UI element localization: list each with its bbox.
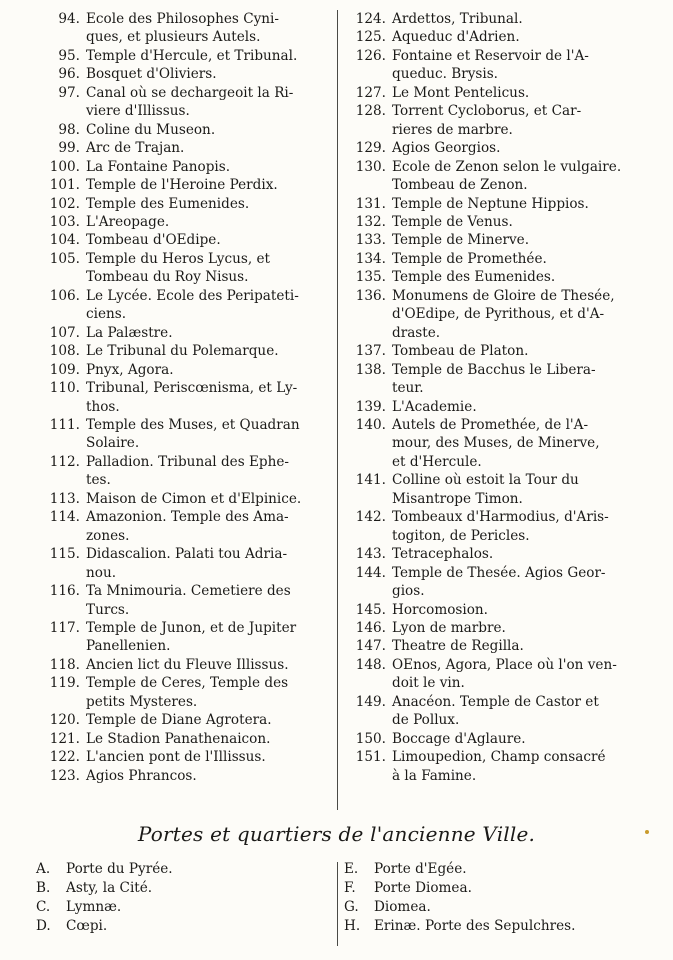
entry-number: 139. (355, 398, 386, 415)
legend-entry (36, 158, 336, 176)
entry-number: 148. (355, 656, 386, 673)
entry-text (392, 47, 642, 84)
entry-line: Pnyx, Agora. (86, 361, 174, 378)
gate-letter: A. (36, 861, 51, 877)
entry-continuation: nou. (86, 564, 117, 581)
entry-text (86, 84, 336, 121)
entry-text (86, 545, 336, 582)
entry-number: 99. (58, 140, 80, 157)
legend-entry (36, 342, 336, 360)
entry-text (86, 47, 336, 65)
entry-number: 98. (58, 121, 80, 138)
entry-text (86, 508, 336, 545)
gates-divider (337, 862, 338, 946)
entry-line: Aqueduc d'Adrien. (392, 29, 520, 46)
entry-line: Torrent Cycloborus, et Car- (392, 103, 582, 120)
entry-number: 123. (49, 767, 80, 784)
legend-entry (36, 121, 336, 139)
entry-text (392, 545, 642, 563)
gate-entry (36, 917, 326, 936)
entry-text (86, 619, 336, 656)
legend-entry (36, 195, 336, 213)
entry-line: Theatre de Regilla. (392, 638, 524, 655)
entry-number: 122. (49, 749, 80, 766)
entry-number: 109. (49, 361, 80, 378)
entry-continuation: thos. (86, 398, 120, 415)
legend-entry (36, 47, 336, 65)
entry-text (86, 582, 336, 619)
entry-continuation: zones. (86, 527, 130, 544)
legend-entry (342, 564, 642, 601)
column-divider (337, 10, 338, 810)
entry-number: 126. (355, 47, 386, 64)
legend-entry (36, 656, 336, 674)
gate-text: Erinæ. Porte des Sepulchres. (374, 918, 576, 934)
entry-number: 145. (355, 601, 386, 618)
entries-right-column (342, 10, 642, 785)
entry-continuation: Misantrope Timon. (392, 490, 523, 507)
entry-text (392, 564, 642, 601)
gate-entry (36, 879, 326, 898)
entry-number: 108. (49, 343, 80, 360)
legend-entry (36, 674, 336, 711)
entry-number: 111. (49, 416, 80, 433)
entry-number: 147. (355, 638, 386, 655)
entry-number: 112. (49, 453, 80, 470)
entry-line: Temple d'Hercule, et Tribunal. (86, 47, 298, 64)
entry-line: Temple de Thesée. Agios Geor- (392, 564, 606, 581)
entry-text (392, 287, 642, 342)
entry-number: 143. (355, 546, 386, 563)
entry-number: 107. (49, 324, 80, 341)
entry-number: 144. (355, 564, 386, 581)
entry-number: 97. (58, 84, 80, 101)
legend-entry (342, 416, 642, 471)
legend-entry (342, 213, 642, 231)
legend-entry (342, 10, 642, 28)
entry-line: Ecole des Philosophes Cyni- (86, 11, 279, 27)
entry-continuation: doit le vin. (392, 675, 465, 692)
legend-entry (36, 748, 336, 766)
entry-text (392, 231, 642, 249)
legend-entry (342, 102, 642, 139)
entry-text (86, 250, 336, 287)
gate-letter: B. (36, 880, 51, 896)
entry-text (86, 656, 336, 674)
legend-entry (342, 656, 642, 693)
entry-continuation: gios. (392, 583, 425, 600)
legend-entry (342, 231, 642, 249)
entry-text (86, 213, 336, 231)
entry-continuation: tes. (86, 472, 111, 489)
legend-entry (342, 545, 642, 563)
entry-text (86, 139, 336, 157)
entry-text (86, 490, 336, 508)
legend-entry (36, 231, 336, 249)
entry-number: 101. (49, 177, 80, 194)
legend-entry (342, 398, 642, 416)
entry-text (86, 453, 336, 490)
legend-entry (342, 342, 642, 360)
legend-entry (36, 361, 336, 379)
entry-number: 102. (49, 195, 80, 212)
entry-text (392, 601, 642, 619)
entry-continuation: Panellenien. (86, 638, 171, 655)
entry-continuation: ques, et plusieurs Autels. (86, 29, 261, 46)
entry-number: 127. (355, 84, 386, 101)
entry-text (392, 508, 642, 545)
entry-line: Boccage d'Aglaure. (392, 730, 526, 747)
entry-text (86, 10, 336, 47)
entry-line: Temple des Muses, et Quadran (86, 416, 300, 433)
entry-text (392, 619, 642, 637)
entry-number: 149. (355, 693, 386, 710)
entry-number: 110. (49, 380, 80, 397)
entry-text (392, 139, 642, 157)
entry-line: Bosquet d'Oliviers. (86, 66, 217, 83)
entry-text (86, 324, 336, 342)
entry-text (86, 379, 336, 416)
entry-continuation: mour, des Muses, de Minerve, (392, 435, 600, 452)
ink-speck (645, 830, 649, 834)
entry-number: 133. (355, 232, 386, 249)
entry-text (392, 361, 642, 398)
entry-line: Temple de Ceres, Temple des (86, 675, 289, 692)
gate-letter: D. (36, 918, 51, 934)
entry-number: 140. (355, 416, 386, 433)
entry-text (86, 748, 336, 766)
entry-continuation: à la Famine. (392, 767, 477, 784)
entry-line: Monumens de Gloire de Thesée, (392, 287, 615, 304)
gate-text: Porte du Pyrée. (66, 861, 173, 877)
entry-line: OEnos, Agora, Place où l'on ven- (392, 656, 617, 673)
entry-text (392, 213, 642, 231)
entry-text (86, 121, 336, 139)
legend-entry (36, 213, 336, 231)
entry-line: Colline où estoit la Tour du (392, 472, 579, 489)
entry-number: 100. (49, 158, 80, 175)
entry-number: 94. (58, 11, 80, 27)
entry-number: 151. (355, 749, 386, 766)
gate-entry (344, 879, 644, 898)
entry-text (392, 102, 642, 139)
entry-text (86, 287, 336, 324)
entry-text (392, 656, 642, 693)
legend-entry (36, 250, 336, 287)
legend-entry (342, 730, 642, 748)
entry-number: 106. (49, 287, 80, 304)
legend-entry (36, 545, 336, 582)
entry-continuation: ciens. (86, 306, 127, 323)
legend-entry (36, 490, 336, 508)
legend-entry (36, 619, 336, 656)
entry-number: 119. (49, 675, 80, 692)
entry-text (392, 637, 642, 655)
gates-right-column (344, 860, 644, 936)
entry-line: La Palæstre. (86, 324, 173, 341)
entry-line: Temple des Eumenides. (392, 269, 556, 286)
gate-entry (344, 898, 644, 917)
entry-continuation: viere d'Illissus. (86, 103, 190, 120)
entry-text (86, 767, 336, 785)
entry-number: 136. (355, 287, 386, 304)
legend-entry (36, 508, 336, 545)
entry-continuation: Turcs. (86, 601, 130, 618)
legend-entry (36, 582, 336, 619)
legend-entry (36, 84, 336, 121)
legend-entry (36, 767, 336, 785)
entry-line: L'Academie. (392, 398, 477, 415)
entry-line: Fontaine et Reservoir de l'A- (392, 47, 589, 64)
entry-line: Coline du Museon. (86, 121, 216, 138)
entry-continuation: Tombeau de Zenon. (392, 177, 528, 194)
entry-number: 141. (355, 472, 386, 489)
entry-line: Ecole de Zenon selon le vulgaire. (392, 158, 622, 175)
entry-number: 142. (355, 509, 386, 526)
entry-line: Anacéon. Temple de Castor et (392, 693, 599, 710)
entry-line: Le Mont Pentelicus. (392, 84, 530, 101)
entry-line: Temple des Eumenides. (86, 195, 250, 212)
entry-line: Tombeaux d'Harmodius, d'Aris- (392, 509, 609, 526)
entry-line: Limoupedion, Champ consacré (392, 749, 606, 766)
entry-number: 146. (355, 619, 386, 636)
legend-entry (36, 324, 336, 342)
entry-text (392, 195, 642, 213)
entry-number: 150. (355, 730, 386, 747)
legend-entry (342, 28, 642, 46)
gate-entry (36, 898, 326, 917)
entry-number: 124. (355, 11, 386, 27)
entry-number: 121. (49, 730, 80, 747)
legend-entry (36, 139, 336, 157)
entry-continuation: Tombeau du Roy Nisus. (86, 269, 249, 286)
entry-number: 113. (49, 490, 80, 507)
legend-entry (36, 176, 336, 194)
entry-number: 130. (355, 158, 386, 175)
entry-continuation: de Pollux. (392, 712, 460, 729)
entry-text (392, 730, 642, 748)
entry-text (392, 158, 642, 195)
legend-entry (342, 619, 642, 637)
entry-text (392, 342, 642, 360)
entry-number: 117. (49, 619, 80, 636)
entry-line: L'Areopage. (86, 213, 170, 230)
entry-number: 131. (355, 195, 386, 212)
gate-text: Porte Diomea. (374, 880, 472, 896)
legend-entry (342, 84, 642, 102)
entry-line: Didascalion. Palati tou Adria- (86, 546, 288, 563)
entry-text (86, 361, 336, 379)
gates-left-column (36, 860, 326, 936)
entry-line: Canal où se dechargeoit la Ri- (86, 84, 294, 101)
entry-number: 135. (355, 269, 386, 286)
entry-line: Agios Phrancos. (86, 767, 197, 784)
legend-entry (342, 268, 642, 286)
entry-line: Temple de Neptune Hippios. (392, 195, 589, 212)
entry-line: L'ancien pont de l'Illissus. (86, 749, 266, 766)
gate-text: Porte d'Egée. (374, 861, 467, 877)
entry-text (86, 65, 336, 83)
entry-line: Temple de Junon, et de Jupiter (86, 619, 297, 636)
entry-text (86, 711, 336, 729)
entry-text (86, 158, 336, 176)
entry-line: Tombeau d'OEdipe. (86, 232, 221, 249)
entry-line: Autels de Promethée, de l'A- (392, 416, 589, 433)
legend-entry (36, 65, 336, 83)
gate-letter: F. (344, 880, 356, 896)
entry-line: Palladion. Tribunal des Ephe- (86, 453, 290, 470)
entry-text (86, 342, 336, 360)
gate-letter: H. (344, 918, 361, 934)
gate-text: Asty, la Cité. (66, 880, 153, 896)
entry-line: Tetracephalos. (392, 546, 494, 563)
entry-text (392, 268, 642, 286)
entry-line: Maison de Cimon et d'Elpinice. (86, 490, 302, 507)
entry-line: Amazonion. Temple des Ama- (86, 509, 289, 526)
legend-entry (342, 637, 642, 655)
legend-entry (36, 453, 336, 490)
gate-entry (36, 860, 326, 879)
entry-continuation: draste. (392, 324, 441, 341)
entry-text (392, 250, 642, 268)
entry-text (392, 398, 642, 416)
entry-line: Le Stadion Panathenaicon. (86, 730, 271, 747)
entry-text (86, 416, 336, 453)
entry-number: 114. (49, 509, 80, 526)
legend-entry (342, 139, 642, 157)
entry-text (392, 10, 642, 28)
entry-line: Temple de Diane Agrotera. (86, 712, 272, 729)
entry-line: Lyon de marbre. (392, 619, 506, 636)
entry-line: Le Tribunal du Polemarque. (86, 343, 279, 360)
entry-number: 104. (49, 232, 80, 249)
entry-continuation: d'OEdipe, de Pyrithous, et d'A- (392, 306, 605, 323)
legend-entry (342, 693, 642, 730)
entry-text (392, 84, 642, 102)
gate-text: Diomea. (374, 899, 431, 915)
entry-number: 129. (355, 140, 386, 157)
legend-entry (36, 287, 336, 324)
gate-entry (344, 917, 644, 936)
entry-text (392, 748, 642, 785)
entry-number: 95. (58, 47, 80, 64)
entry-line: Temple de Venus. (392, 213, 513, 230)
legend-entry (342, 195, 642, 213)
legend-entry (36, 10, 336, 47)
entry-number: 138. (355, 361, 386, 378)
section-title: Portes et quartiers de l'ancienne Ville. (137, 822, 536, 846)
entry-text (86, 176, 336, 194)
legend-entry (342, 158, 642, 195)
entry-continuation: teur. (392, 380, 424, 397)
entry-line: La Fontaine Panopis. (86, 158, 231, 175)
entry-text (392, 693, 642, 730)
entry-number: 137. (355, 343, 386, 360)
legend-entry (342, 601, 642, 619)
entry-line: Tombeau de Platon. (392, 343, 529, 360)
entry-continuation: et d'Hercule. (392, 453, 482, 470)
entry-text (392, 28, 642, 46)
legend-entry (36, 711, 336, 729)
entry-text (86, 195, 336, 213)
entry-line: Temple de Minerve. (392, 232, 530, 249)
entry-number: 103. (49, 213, 80, 230)
entry-text (392, 471, 642, 508)
entry-line: Agios Georgios. (392, 140, 501, 157)
entry-number: 120. (49, 712, 80, 729)
entry-number: 118. (49, 656, 80, 673)
entry-number: 105. (49, 250, 80, 267)
gate-letter: C. (36, 899, 51, 915)
entry-number: 96. (58, 66, 80, 83)
entry-line: Horcomosion. (392, 601, 488, 618)
entry-line: Arc de Trajan. (86, 140, 185, 157)
entry-continuation: togiton, de Pericles. (392, 527, 530, 544)
gate-text: Cœpi. (66, 918, 108, 934)
legend-entry (342, 748, 642, 785)
gate-entry (344, 860, 644, 879)
entry-line: Tribunal, Periscœnisma, et Ly- (86, 380, 298, 397)
gate-letter: G. (344, 899, 359, 915)
legend-entry (342, 361, 642, 398)
entry-line: Ardettos, Tribunal. (392, 11, 523, 27)
legend-entry (36, 416, 336, 453)
entry-line: Temple de Promethée. (392, 250, 547, 267)
gate-text: Lymnæ. (66, 899, 122, 915)
entry-line: Temple de Bacchus le Libera- (392, 361, 596, 378)
legend-entry (36, 379, 336, 416)
legend-entry (36, 730, 336, 748)
entry-text (86, 730, 336, 748)
entry-line: Ta Mnimouria. Cemetiere des (86, 583, 291, 600)
entry-line: Le Lycée. Ecole des Peripateti- (86, 287, 299, 304)
entry-line: Ancien lict du Fleuve Illissus. (86, 656, 289, 673)
entry-number: 134. (355, 250, 386, 267)
legend-entry (342, 287, 642, 342)
entry-number: 132. (355, 213, 386, 230)
legend-entry (342, 47, 642, 84)
entry-continuation: rieres de marbre. (392, 121, 513, 138)
entry-line: Temple du Heros Lycus, et (86, 250, 270, 267)
entry-number: 125. (355, 29, 386, 46)
legend-entry (342, 250, 642, 268)
entry-number: 128. (355, 103, 386, 120)
entry-number: 115. (49, 546, 80, 563)
gate-letter: E. (344, 861, 359, 877)
entry-line: Temple de l'Heroine Perdix. (86, 177, 278, 194)
entry-text (392, 416, 642, 471)
entries-left-column (36, 10, 336, 785)
entry-continuation: queduc. Brysis. (392, 66, 499, 83)
entry-continuation: petits Mysteres. (86, 693, 198, 710)
legend-entry (342, 471, 642, 508)
entry-text (86, 231, 336, 249)
entry-number: 116. (49, 583, 80, 600)
legend-entry (342, 508, 642, 545)
entry-continuation: Solaire. (86, 435, 140, 452)
entry-text (86, 674, 336, 711)
